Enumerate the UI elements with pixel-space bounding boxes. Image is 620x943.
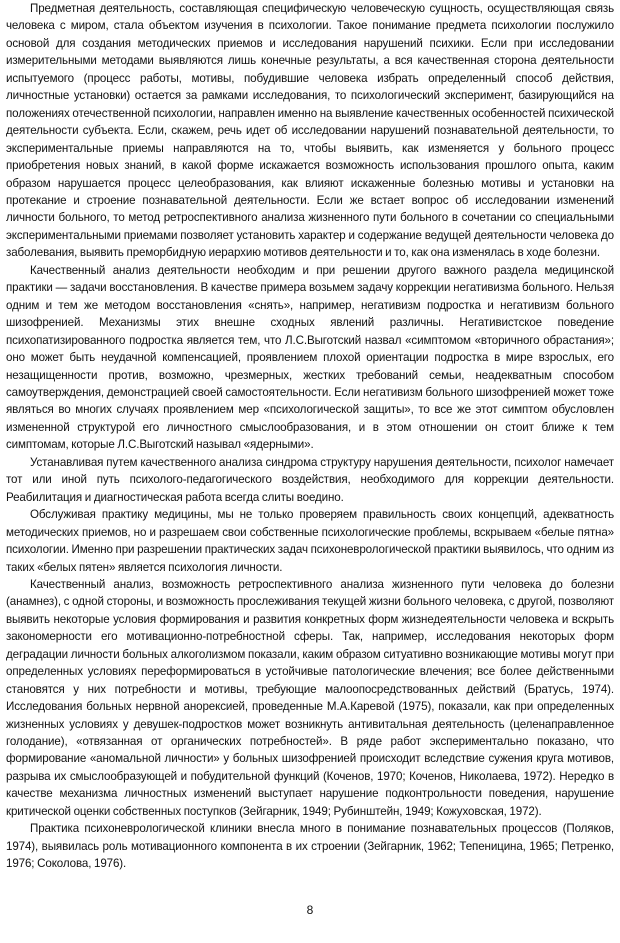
paragraph: Практика психоневрологической клиники внесла много в понимание познавательных процессов (Поляков, 1974), выявилась роль мотивационного компонента в их строении (Зейгарник, 1962; Тепеницина, 1965; Петренко, 1976; Соколова, 1976).: [6, 822, 614, 871]
body-text: [6, 0, 614, 873]
paragraph: Устанавливая путем качественного анализа синдрома структуру нарушения деятельности, психолог намечает тот или иной путь психолого-педагогического воздействия, необходимого для коррекции деятельности. Реабилитация и диагностическая работа всегда слиты воедино.: [6, 455, 614, 504]
paragraph: Качественный анализ деятельности необходим и при решении другого важного раздела медицинской практики — задачи восстановления. В качестве примера возьмем задачу коррекции негативизма больного. Нельзя одним и тем же методом восстановления «снять», например, негативизм подростка и негативизм больного шизофренией. Механизмы этих внешне сходных явлений различны. Негативистское поведение психопатизированного подростка является тем, что Л.С.Выготский назвал «симптомом «вторичного обрастания»; оно может быть неудачной компенсацией, проявлением плохой ориентации подростка в мире взрослых, его незащищенности против, возможно, чрезмерных, жестких требований семьи, неадекватным способом самоутверждения, демонстрацией своей самостоятельности. Если негативизм больного шизофренией может тоже являться во многих случаях проявлением мер «психологической защиты», то все же этот симптом обусловлен измененной структурой его личностного смыслообразования, и в этом отношении он стоит ближе к тем симптомам, которые Л.С.Выготский называл «ядерными».: [6, 263, 614, 452]
paragraph: Обслуживая практику медицины, мы не только проверяем правильность своих концепций, адекватность методических приемов, но и разрешаем свои собственные психологические проблемы, вскрываем «белые пятна» психологии. Именно при разрешении практических задач психоневрологической практики выявилось, что одним из таких «белых пятен» является психология личности.: [6, 508, 614, 574]
paragraph: Качественный анализ, возможность ретроспективного анализа жизненного пути человека до болезни (анамнез), с одной стороны, и возможность прослеживания текущей жизни больного человека, с другой, позволяют выявить некоторые условия формирования и развития конкретных форм жизнедеятельности человека и вскрыть закономерности его мотивационно-потребностной сферы. Так, например, исследования некоторых форм деградации личности больных алкоголизмом показали, каким образом ситуативно возникающие мотивы могут при определенных условиях переформироваться в устойчивые патологические влечения; все более действенными становятся у них потребности и мотивы, требующие малоопосредствованных действий (Братусь, 1974). Исследования больных нервной анорексией, проведенные М.А.Каревой (1975), показали, как при определенных жизненных условиях у девушек-подростков может возникнуть антивитальная деятельность (целенаправленное голодание), «отвязанная от органических потребностей». В ряде работ экспериментально показано, что формирование «аномальной личности» у больных шизофренией происходит вследствие сужения круга мотивов, разрыва их смыслообразующей и побудительной функций (Коченов, 1970; Коченов, Николаева, 1972). Нередко в качестве механизма личностных изменений выступает нарушение подконтрольности поведения, нарушение критической оценки собственных поступков (Зейгарник, 1949; Рубинштейн, 1949; Кожуховская, 1972).: [6, 577, 614, 818]
paragraph: Предметная деятельность, составляющая специфическую человеческую сущность, осуществляющая связь человека с миром, стала объектом изучения в психологии. Такое понимание предмета психологии послужило основой для создания методических приемов и исследования нарушений психики. Если при исследовании измерительными методами выявляются лишь конечные результаты, а вся качественная сторона деятельности испытуемого (процесс работы, мотивы, побудившие человека избрать определенный способ действия, личностные установки) остается за рамками исследования, то психологический эксперимент, базирующийся на положениях отечественной психологии, направлен именно на выявление качественных особенностей психической деятельности субъекта. Если, скажем, речь идет об исследовании нарушений познавательной деятельности, то экспериментальные приемы направляются на то, чтобы выявить, как изменяется у больного процесс приобретения новых знаний, в какой форме искажается возможность использования прошлого опыта, каким образом нарушается процесс целеобразования, как влияют искаженные болезнью мотивы и установки на протекание и строение познавательной деятельности. Если же встает вопрос об исследовании изменений личности больного, то метод ретроспективного анализа жизненного пути больного в сочетании со специальными экспериментальными приемами позволяет установить характер и содержание ведущей деятельности человека до заболевания, выявить преморбидную иерархию мотивов деятельности и то, как она изменялась в ходе болезни.: [6, 2, 614, 260]
page-number: 8: [306, 903, 314, 917]
